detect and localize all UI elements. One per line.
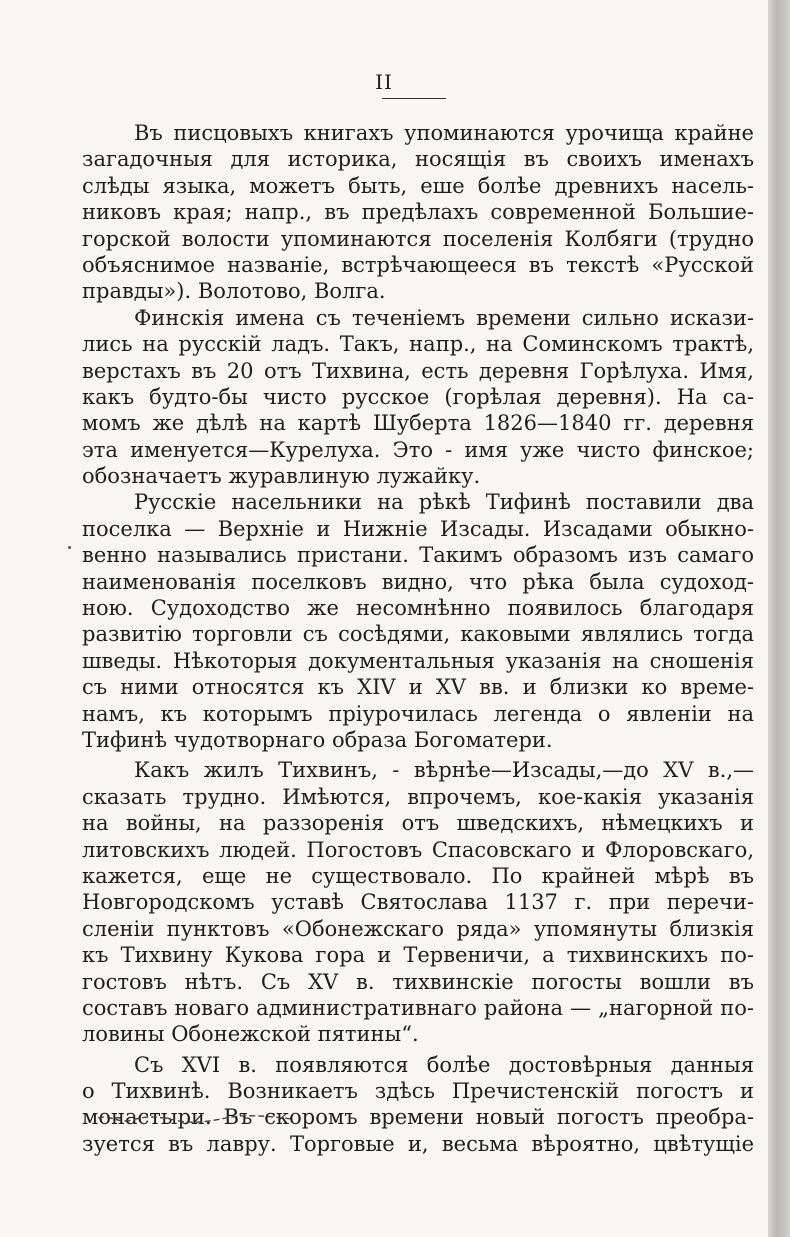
text-line: Какъ жилъ Тихвинъ, - вѣрнѣе—Изсады,—до XV в.,— (134, 758, 754, 783)
text-line: момъ же дѣлѣ на картѣ Шуберта 1826—1840 гг. деревня (82, 411, 754, 436)
text-line: поселка — Верхніе и Нижніе Изсады. Изсадами обыкно- (82, 516, 754, 541)
paragraph-5 (82, 1052, 754, 1158)
margin-speck (68, 546, 71, 549)
text-line: монастыри. Въ скоромъ времени новый погостъ преобра- (82, 1105, 754, 1130)
text-line: сленіи пунктовъ «Обонежскаго ряда» упомянуты близкія (82, 916, 754, 941)
text-line: намъ, къ которымъ пріурочилась легенда о явленіи на (82, 701, 754, 726)
text-line: съ ними относятся къ XIV и XV вв. и близки ко време- (82, 675, 754, 700)
text-line: о Тихвинѣ. Возникаетъ здѣсь Пречистенскій погостъ и (82, 1079, 754, 1104)
text-line: литовскихъ людей. Погостовъ Спасовскаго и Флоровскаго, (82, 837, 754, 862)
body-text (82, 120, 754, 1157)
text-line: ловины Обонежской пятины“. (82, 1022, 419, 1047)
text-line: къ Тихвину Кукова гора и Тервеничи, а тихвинскихъ по- (82, 943, 754, 968)
text-line: наименованія поселковъ видно, что рѣка была судоход- (82, 569, 754, 594)
text-line: развитію торговли съ сосѣдями, каковыми являлись тогда (82, 622, 754, 647)
text-line: шведы. Нѣкоторыя документальныя указанія на сношенія (82, 648, 754, 673)
page-number: II (375, 70, 393, 94)
text-line: Русскіе насельники на рѣкѣ Тифинѣ поставили два (134, 490, 754, 515)
text-line: кажется, еще не существовало. По крайней мѣрѣ въ (82, 863, 754, 888)
text-line: правды»). Волотово, Волга. (82, 279, 386, 304)
text-line: никовъ края; напр., въ предѣлахъ современной Большие- (82, 200, 754, 225)
text-line: Финскія имена съ теченіемъ времени сильно искази- (134, 305, 754, 330)
paragraph-2 (82, 305, 754, 490)
header-rule (382, 98, 446, 99)
text-line: лись на русскій ладъ. Такъ, напр., на Соминскомъ трактѣ, (82, 332, 754, 357)
text-line: Съ XVI в. появляются болѣе достовѣрныя данныя (134, 1052, 754, 1077)
text-line: верстахъ въ 20 отъ Тихвина, есть деревня Горѣлуха. Имя, (82, 358, 754, 383)
text-line: эта именуется—Курелуха. Это - имя уже чисто финское; (82, 437, 754, 462)
text-line: венно назывались пристани. Такимъ образомъ изъ самаго (82, 543, 754, 568)
paragraph-3 (82, 489, 754, 753)
text-line: Тифинѣ чудотворнаго образа Богоматери. (82, 727, 553, 752)
paragraph-4 (82, 757, 754, 1047)
text-line: гостовъ нѣтъ. Съ XV в. тихвинскіе погосты вошли въ (82, 969, 754, 994)
pencil-squiggle-mark (96, 1112, 296, 1128)
text-line: ною. Судоходство же несомнѣнно появилось благодаря (82, 596, 754, 621)
text-line: зуется въ лавру. Торговые и, весьма вѣроятно, цвѣтущіе (82, 1131, 754, 1156)
text-line: объяснимое названіе, встрѣчающееся въ текстѣ «Русской (82, 252, 754, 277)
text-line: загадочныя для историка, носящія въ своихъ именахъ (82, 147, 754, 172)
text-line: Новгородскомъ уставѣ Святослава 1137 г. при перечи- (82, 890, 754, 915)
text-line: сказать трудно. Имѣются, впрочемъ, кое-какія указанія (82, 784, 754, 809)
text-line: слѣды языка, можетъ быть, еше болѣе древнихъ насель- (82, 173, 754, 198)
text-line: на войны, на раззоренія отъ шведскихъ, нѣмецкихъ и (82, 811, 754, 836)
page-edge-shadow (768, 0, 790, 1237)
paragraph-1 (82, 120, 754, 305)
text-line: обозначаетъ журавлиную лужайку. (82, 464, 481, 489)
text-line: какъ будто-бы чисто русское (горѣлая деревня). На са- (82, 384, 754, 409)
text-line: горской волости упоминаются поселенія Колбяги (трудно (82, 226, 754, 251)
text-line: составъ новаго административнаго района — „нагорной по- (82, 995, 754, 1020)
text-line: Въ писцовыхъ книгахъ упоминаются урочища крайне (134, 121, 754, 145)
